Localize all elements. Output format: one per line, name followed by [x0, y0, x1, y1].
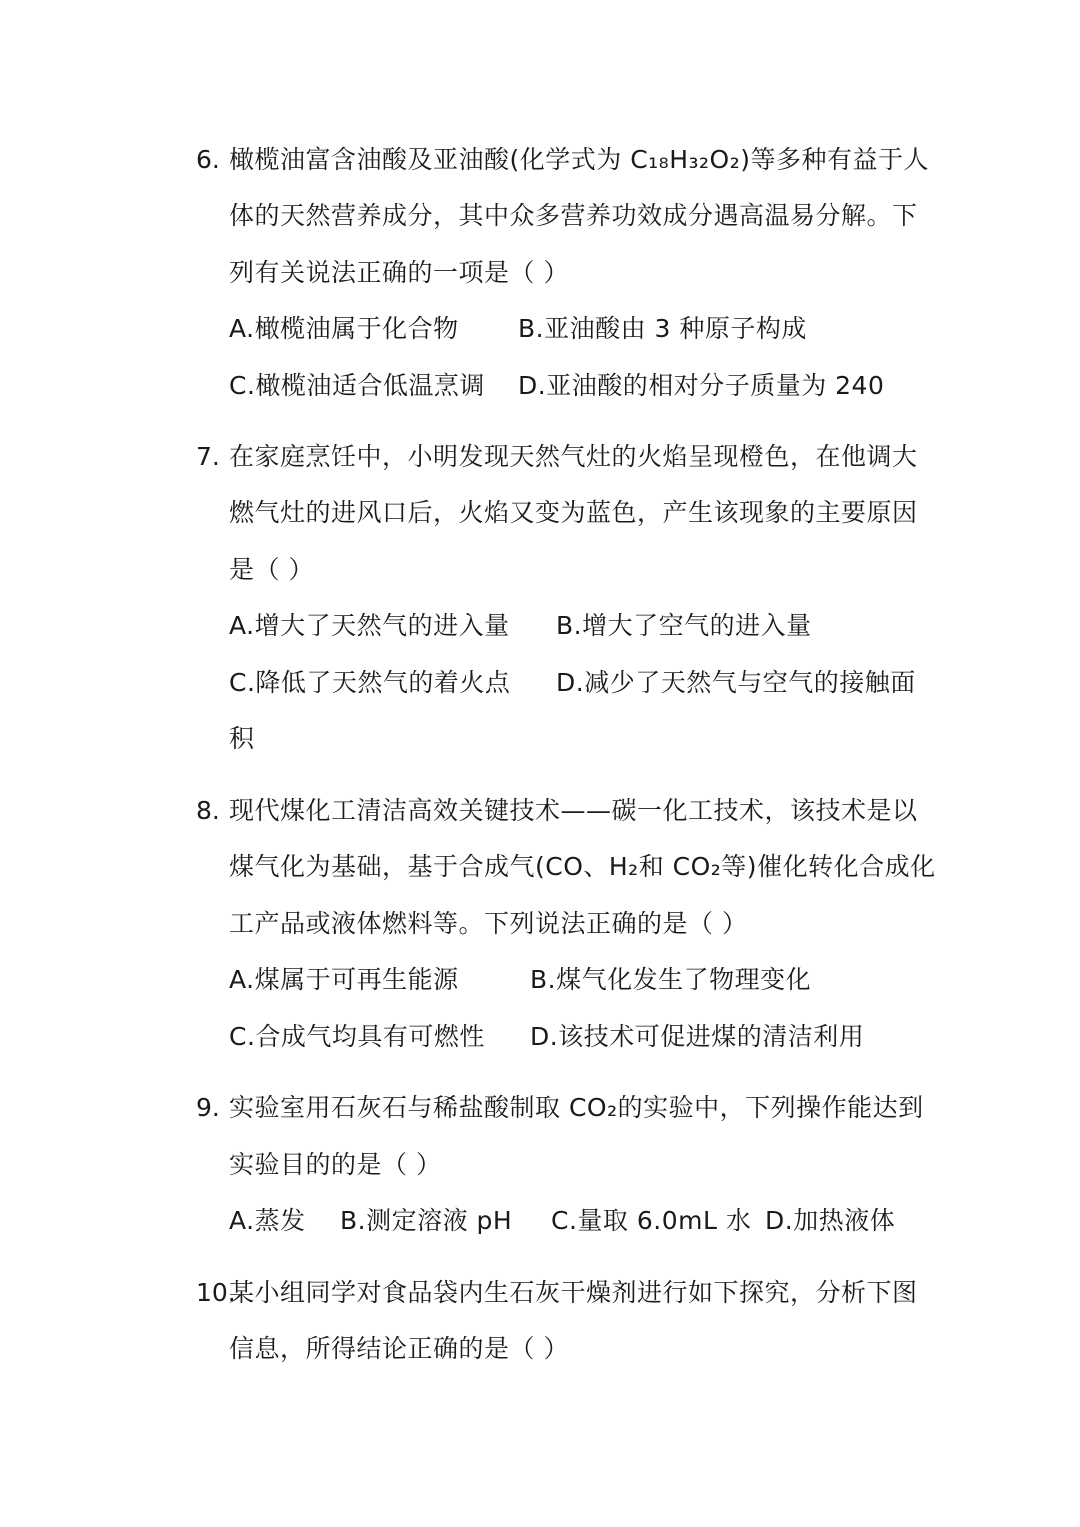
option-c: C.量取 6.0mL 水: [551, 1206, 752, 1235]
option-a: A.增大了天然气的进入量: [229, 611, 510, 640]
question-text-line: 某小组同学对食品袋内生石灰干燥剂进行如下探究，分析下图: [229, 1278, 918, 1307]
question-text-line: 煤气化为基础，基于合成气(CO、H₂和 CO₂等)催化转化合成化: [229, 852, 936, 881]
option-d: D.加热液体: [765, 1206, 896, 1235]
question-number: 10.: [196, 1278, 236, 1307]
question-number: 8.: [196, 796, 220, 825]
question-text-line: 信息，所得结论正确的是（ ）: [229, 1334, 569, 1363]
option-c: C.降低了天然气的着火点: [229, 668, 511, 697]
question-text-line: 是（ ）: [229, 555, 314, 584]
option-d-continuation: 积: [229, 724, 255, 753]
option-a: A.橄榄油属于化合物: [229, 314, 459, 343]
option-a: A.煤属于可再生能源: [229, 965, 459, 994]
question-number: 6.: [196, 145, 220, 174]
option-b: B.煤气化发生了物理变化: [530, 965, 812, 994]
question-text-line: 燃气灶的进风口后，火焰又变为蓝色，产生该现象的主要原因: [229, 498, 918, 527]
question-text-line: 实验室用石灰石与稀盐酸制取 CO₂的实验中，下列操作能达到: [229, 1093, 924, 1122]
question-number: 7.: [196, 442, 220, 471]
option-c: C.合成气均具有可燃性: [229, 1022, 485, 1051]
option-b: B.测定溶液 pH: [340, 1206, 513, 1235]
option-d: D.减少了天然气与空气的接触面: [556, 668, 916, 697]
option-b: B.亚油酸由 3 种原子构成: [518, 314, 807, 343]
option-a: A.蒸发: [229, 1206, 306, 1235]
option-c: C.橄榄油适合低温烹调: [229, 371, 485, 400]
question-text-line: 在家庭烹饪中，小明发现天然气灶的火焰呈现橙色，在他调大: [229, 442, 918, 471]
question-text-line: 列有关说法正确的一项是（ ）: [229, 258, 569, 287]
question-text-line: 橄榄油富含油酸及亚油酸(化学式为 C₁₈H₃₂O₂)等多种有益于人: [229, 145, 929, 174]
option-b: B.增大了空气的进入量: [556, 611, 812, 640]
question-text-line: 实验目的的是（ ）: [229, 1150, 442, 1179]
question-text-line: 现代煤化工清洁高效关键技术——碳一化工技术，该技术是以: [229, 796, 918, 825]
option-d: D.亚油酸的相对分子质量为 240: [518, 371, 885, 400]
question-text-line: 体的天然营养成分，其中众多营养功效成分遇高温易分解。下: [229, 201, 918, 230]
question-text-line: 工产品或液体燃料等。下列说法正确的是（ ）: [229, 909, 748, 938]
option-d: D.该技术可促进煤的清洁利用: [530, 1022, 865, 1051]
question-number: 9.: [196, 1093, 220, 1122]
